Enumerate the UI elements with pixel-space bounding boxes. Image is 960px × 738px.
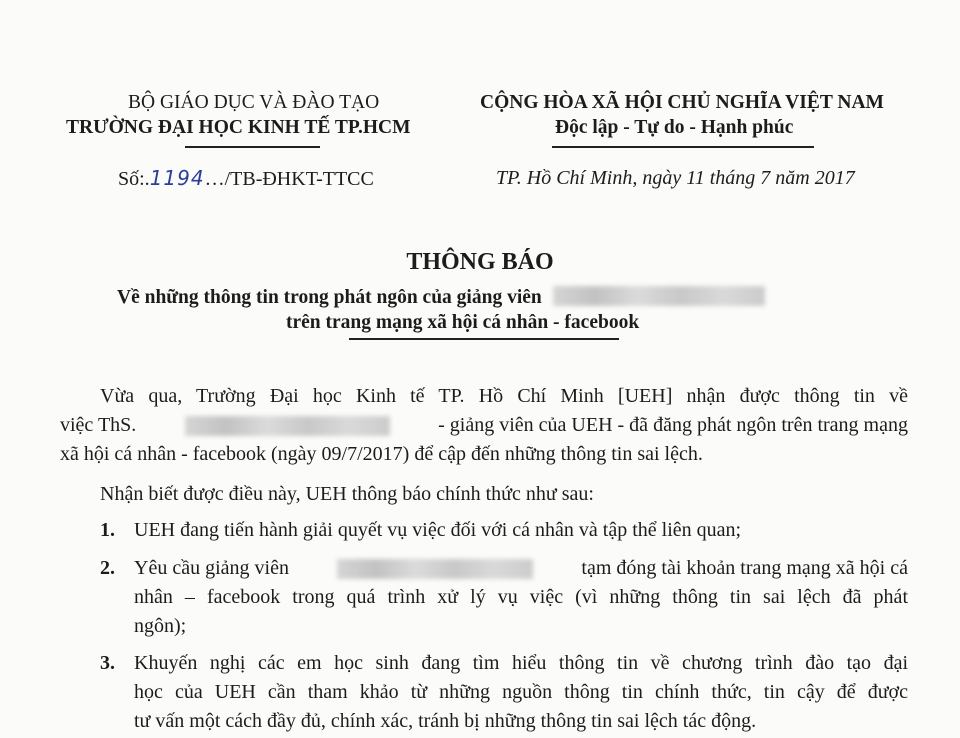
redacted-name [337, 559, 533, 579]
item-3-line-2: học của UEH cần tham khảo từ những nguồn thông tin chính thức, tin cậy để được [134, 681, 908, 703]
redacted-name [553, 286, 765, 306]
title-underline [349, 338, 619, 340]
doc-number-suffix: …/TB-ĐHKT-TTCC [204, 168, 374, 190]
doc-number-handwritten: 1194 [149, 166, 205, 190]
subtitle-text: Về những thông tin trong phát ngôn của giảng viên [117, 287, 542, 308]
document-title: THÔNG BÁO [406, 249, 554, 275]
document-number [118, 164, 374, 194]
p1-text-b: - giảng viên của UEH - đã đăng phát ngôn trên trang mạng [438, 414, 908, 436]
item-3-number: 3. [100, 652, 115, 674]
paragraph-1-line-2 [60, 411, 908, 440]
subtitle-line-1 [117, 286, 765, 309]
item-1-line-1: UEH đang tiến hành giải quyết vụ việc đối với cá nhân và tập thể liên quan; [134, 519, 742, 541]
item-2-number: 2. [100, 557, 115, 579]
item-2-line-3: ngôn); [134, 615, 187, 637]
item-2-line-2: nhân – facebook trong quá trình xử lý vụ việc (vì những thông tin sai lệch đã phát [134, 586, 908, 608]
p1-text-a: việc ThS. [60, 414, 137, 436]
item-3-line-1: Khuyến nghị các em học sinh đang tìm hiểu thông tin về chương trình đào tạo đại [134, 652, 908, 674]
item-2-text-a: Yêu cầu giảng viên [134, 557, 289, 579]
country-name: CỘNG HÒA XÃ HỘI CHỦ NGHĨA VIỆT NAM [480, 92, 884, 113]
item-2-line-1 [134, 554, 908, 583]
ministry-name: BỘ GIÁO DỤC VÀ ĐÀO TẠO [128, 92, 380, 113]
item-3-line-3: tư vấn một cách đầy đủ, chính xác, tránh bị những thông tin sai lệch tác động. [134, 710, 757, 732]
university-underline [185, 146, 320, 148]
paragraph-1-line-3: xã hội cá nhân - facebook (ngày 09/7/2017) để cập đến những thông tin sai lệch. [60, 443, 703, 465]
subtitle-line-2: trên trang mạng xã hội cá nhân - facebook [286, 312, 640, 333]
doc-number-prefix: Số:. [118, 168, 150, 190]
national-motto: Độc lập - Tự do - Hạnh phúc [555, 117, 794, 138]
item-2-text-b: tạm đóng tài khoản trang mạng xã hội cá [581, 557, 908, 579]
paragraph-2: Nhận biết được điều này, UEH thông báo chính thức như sau: [100, 483, 594, 505]
place-date: TP. Hồ Chí Minh, ngày 11 tháng 7 năm 2017 [496, 167, 855, 189]
paragraph-1-line-1: Vừa qua, Trường Đại học Kinh tế TP. Hồ Chí Minh [UEH] nhận được thông tin về [100, 385, 908, 407]
redacted-name [185, 416, 390, 436]
university-name: TRƯỜNG ĐẠI HỌC KINH TẾ TP.HCM [66, 117, 411, 138]
motto-underline [552, 146, 814, 148]
item-1-number: 1. [100, 519, 115, 541]
